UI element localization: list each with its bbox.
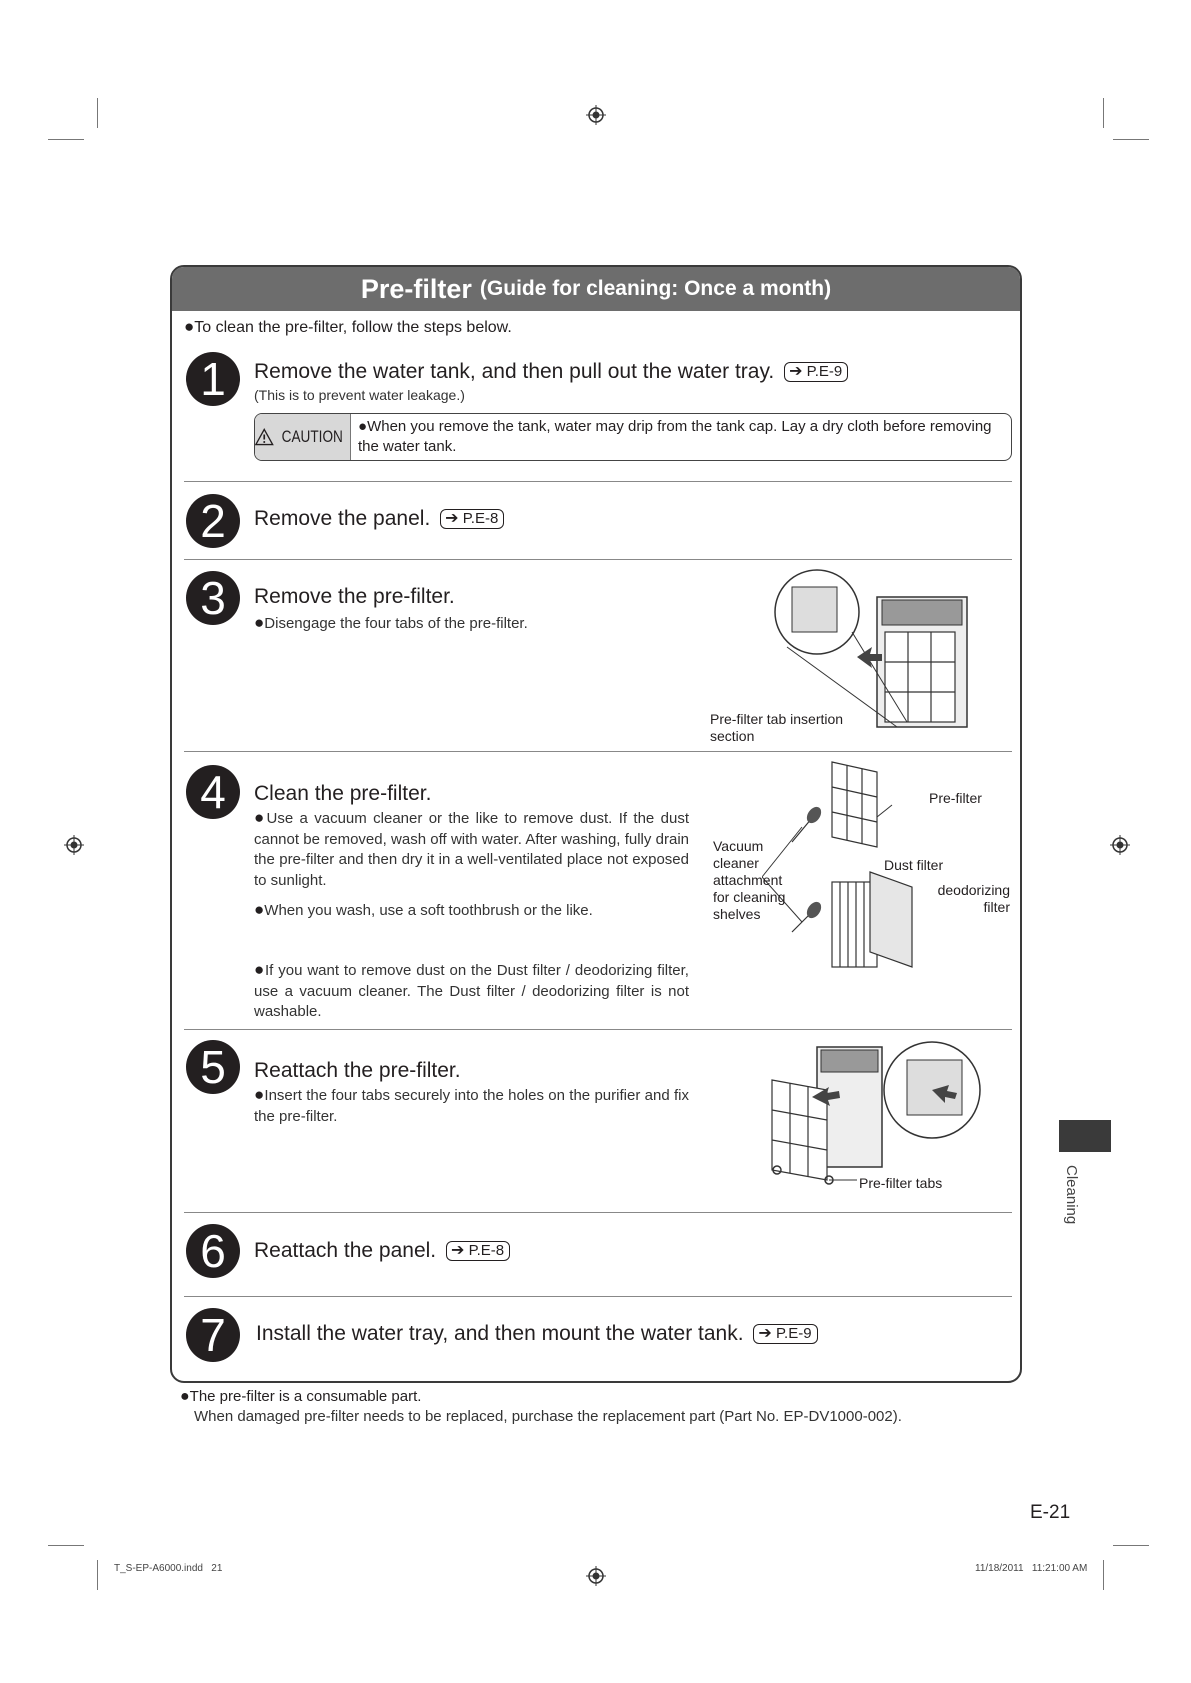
crop-mark: [97, 1560, 98, 1590]
step-number-5: 5: [186, 1040, 240, 1094]
step-5-title: Reattach the pre-filter.: [254, 1059, 461, 1082]
divider: [184, 1029, 1012, 1030]
dust-filter-label: Dust filter: [884, 857, 944, 873]
divider: [184, 559, 1012, 560]
page-number: E-21: [1030, 1502, 1071, 1523]
step-number-2: 2: [186, 494, 240, 548]
prefilter-label: Pre-filter: [929, 790, 982, 806]
caution-text: ●When you remove the tank, water may drip from the tank cap. Lay a dry cloth before removing the water tank.: [358, 418, 992, 455]
panel-header: [172, 267, 1020, 311]
divider: [184, 481, 1012, 482]
crop-mark: [48, 139, 84, 140]
crop-mark: [1113, 139, 1149, 140]
deodorizing-filter-label: deodorizing filter: [937, 882, 1010, 915]
bullet-icon: ●: [254, 613, 265, 632]
page-ref-link[interactable]: ➔ P.E-9: [784, 362, 848, 382]
arrow-right-icon: ➔: [445, 510, 459, 528]
bullet-icon: ●: [358, 418, 368, 435]
step-number-6: 6: [186, 1224, 240, 1278]
step-4-title: Clean the pre-filter.: [254, 782, 432, 805]
consumable-note-title: ●The pre-filter is a consumable part.: [180, 1388, 422, 1405]
bullet-icon: ●: [254, 960, 265, 979]
tab-insertion-label: Pre-filter tab insertion section: [710, 711, 844, 744]
bullet-icon: ●: [254, 1085, 265, 1104]
registration-mark-icon: [1110, 835, 1130, 855]
step-number-3: 3: [186, 571, 240, 625]
intro-text: ●To clean the pre-filter, follow the steps below.: [184, 317, 512, 336]
registration-mark-icon: [64, 835, 84, 855]
caution-tag: [255, 414, 351, 460]
step-2-title: Remove the panel. ➔ P.E-8: [254, 507, 504, 531]
divider: [184, 1296, 1012, 1297]
divider: [184, 751, 1012, 752]
prefilter-panel: [170, 265, 1022, 1383]
step-6-title: Reattach the panel. ➔ P.E-8: [254, 1239, 510, 1263]
bullet-icon: ●: [180, 1388, 190, 1405]
section-tab-marker: [1059, 1120, 1111, 1152]
section-tab-label: Cleaning: [1063, 1165, 1080, 1225]
step-3-bullet: ●Disengage the four tabs of the pre-filter.: [254, 613, 528, 632]
step-1-title: Remove the water tank, and then pull out the water tray. ➔ P.E-9: [254, 360, 848, 384]
bullet-icon: ●: [184, 317, 195, 336]
page-ref-link[interactable]: ➔ P.E-8: [440, 509, 504, 529]
page-ref-link[interactable]: ➔ P.E-9: [753, 1324, 817, 1344]
warning-triangle-icon: [255, 427, 274, 447]
panel-subtitle: (Guide for cleaning: Once a month): [479, 277, 832, 300]
step-number-7: 7: [186, 1308, 240, 1362]
caution-box: [254, 413, 1012, 461]
vacuum-attachment-label: Vacuum cleaner attachment for cleaning shelves: [713, 838, 786, 922]
crop-mark: [97, 98, 98, 128]
step-number-1: 1: [186, 352, 240, 406]
panel-title: Pre-filter: [360, 273, 472, 304]
consumable-note-text: When damaged pre-filter needs to be replaced, purchase the replacement part (Part No. EP-DV1000-002).: [194, 1408, 902, 1425]
page-ref-link[interactable]: ➔ P.E-8: [446, 1241, 510, 1261]
arrow-right-icon: ➔: [758, 1325, 772, 1343]
caution-label: CAUTION: [281, 427, 343, 446]
step-number-4: 4: [186, 765, 240, 819]
crop-mark: [1103, 98, 1104, 128]
crop-mark: [1103, 1560, 1104, 1590]
crop-mark: [48, 1545, 84, 1546]
arrow-right-icon: ➔: [789, 363, 803, 381]
registration-mark-icon: [586, 1566, 606, 1586]
step-4-bullet-3: ●If you want to remove dust on the Dust filter / deodorizing filter, use a vacuum cleaner. The Dust filter / deodorizing filter is not washable.: [254, 960, 689, 1020]
divider: [184, 1212, 1012, 1213]
bullet-icon: ●: [254, 900, 265, 919]
arrow-right-icon: ➔: [450, 1242, 465, 1260]
print-file-info: T_S-EP-A6000.indd 21: [114, 1563, 223, 1574]
print-datetime-info: 11/18/2011 11:21:00 AM: [975, 1563, 1088, 1574]
registration-mark-icon: [586, 105, 606, 125]
step-1-note: (This is to prevent water leakage.): [254, 387, 465, 403]
step-7-title: Install the water tray, and then mount the water tank. ➔ P.E-9: [256, 1322, 818, 1346]
crop-mark: [1113, 1545, 1149, 1546]
prefilter-tabs-label: Pre-filter tabs: [859, 1175, 943, 1191]
step-3-title: Remove the pre-filter.: [254, 585, 455, 608]
step-4-bullet-2: ●When you wash, use a soft toothbrush or the like.: [254, 900, 593, 919]
step-4-bullet-1: ●Use a vacuum cleaner or the like to remove dust. If the dust cannot be removed, wash off with water. After washing, fully drain the pre-filter and then dry it in a well-ventilated place not exposed to sunlight.: [254, 808, 689, 889]
bullet-icon: ●: [254, 808, 267, 827]
step-5-bullet: ●Insert the four tabs securely into the holes on the purifier and fix the pre-filter.: [254, 1085, 689, 1125]
